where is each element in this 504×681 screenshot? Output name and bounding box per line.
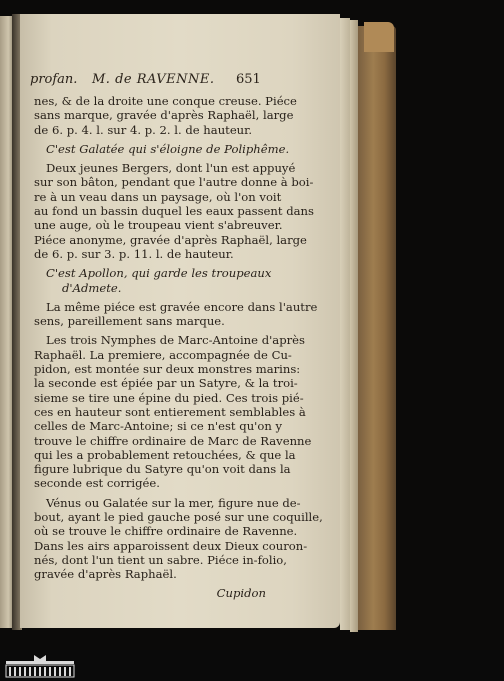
paragraph-entry-venus xyxy=(34,495,323,582)
text-line: seconde est corrigée. xyxy=(34,476,160,491)
running-head-left: profan. xyxy=(30,72,78,87)
book-cover xyxy=(358,26,396,630)
text-line: où se trouve le chiffre ordinaire de Ravenne. xyxy=(34,524,298,539)
text-line: sans marque, gravée d'après Raphaël, large xyxy=(34,108,294,123)
text-line: d'Admete. xyxy=(62,280,122,295)
text-line: gravée d'après Raphaël. xyxy=(34,567,177,582)
text-line: sieme se tire une épine du pied. Ces trois pié- xyxy=(34,390,304,405)
text-line: Piéce anonyme, gravée d'après Raphaël, large xyxy=(34,232,307,247)
paragraph-entry-trois-nymphes xyxy=(34,333,312,491)
text-line: Les trois Nymphes de Marc-Antoine d'après xyxy=(46,333,305,348)
text-line: nes, & de la droite une conque creuse. Piéce xyxy=(34,94,297,108)
paragraph-entry-meme-piece xyxy=(34,299,318,329)
text-line: Dans les airs apparoissent deux Dieux couron- xyxy=(34,538,308,553)
text-line: sur son bâton, pendant que l'autre donne à boi- xyxy=(34,175,314,190)
text-line: Deux jeunes Bergers, dont l'un est appuyé xyxy=(46,161,296,176)
text-line: bout, ayant le pied gauche posé sur une coquille, xyxy=(34,510,323,525)
page-body xyxy=(34,94,323,600)
text-line: une auge, où le troupeau vient s'abreuver. xyxy=(34,218,283,233)
text-line: qui les a probablement retouchées, & que la xyxy=(34,447,296,462)
text-line: au fond un bassin duquel les eaux passent dans xyxy=(34,204,314,219)
text-line: trouve le chiffre ordinaire de Marc de Ravenne xyxy=(34,433,312,448)
page-edges xyxy=(340,18,350,630)
page-number: 651 xyxy=(236,72,261,87)
text-line: la seconde est épiée par un Satyre, & la troi- xyxy=(34,376,298,391)
text-line: ces en hauteur sont entierement semblables à xyxy=(34,404,306,419)
text-line: sens, pareillement sans marque. xyxy=(34,314,225,329)
text-line: La même piéce est gravée encore dans l'autre xyxy=(46,299,318,314)
library-building-logo-icon xyxy=(4,653,76,679)
running-head xyxy=(30,72,270,92)
cover-corner xyxy=(364,22,394,52)
page-edges-inner xyxy=(350,20,358,632)
text-line: celles de Marc-Antoine; si ce n'est qu'on y xyxy=(34,419,283,434)
paragraph-heading-apollon xyxy=(34,266,272,295)
text-line: C'est Apollon, qui garde les troupeaux xyxy=(46,266,272,281)
paragraph-entry-continued xyxy=(34,94,297,137)
paragraph-heading-galatee xyxy=(34,141,290,156)
text-line: Vénus ou Galatée sur la mer, figure nue de- xyxy=(46,495,301,510)
text-line: C'est Galatée qui s'éloigne de Poliphême. xyxy=(46,141,290,156)
text-line: de 6. p. sur 3. p. 11. l. de hauteur. xyxy=(34,246,234,261)
text-line: de 6. p. 4. l. sur 4. p. 2. l. de hauteur. xyxy=(34,122,253,137)
text-line: figure lubrique du Satyre qu'on voit dans la xyxy=(34,462,291,477)
text-line: re à un veau dans un paysage, où l'on voit xyxy=(34,189,282,204)
paragraph-entry-bergers xyxy=(34,161,314,261)
text-line: Raphaël. La premiere, accompagnée de Cu- xyxy=(34,347,292,362)
text-line: nés, dont l'un tient un sabre. Piéce in-folio, xyxy=(34,552,287,567)
catchword: Cupidon xyxy=(216,585,266,600)
running-head-title: M. de RAVENNE. xyxy=(92,72,215,87)
text-line: pidon, est montée sur deux monstres marins: xyxy=(34,362,301,377)
